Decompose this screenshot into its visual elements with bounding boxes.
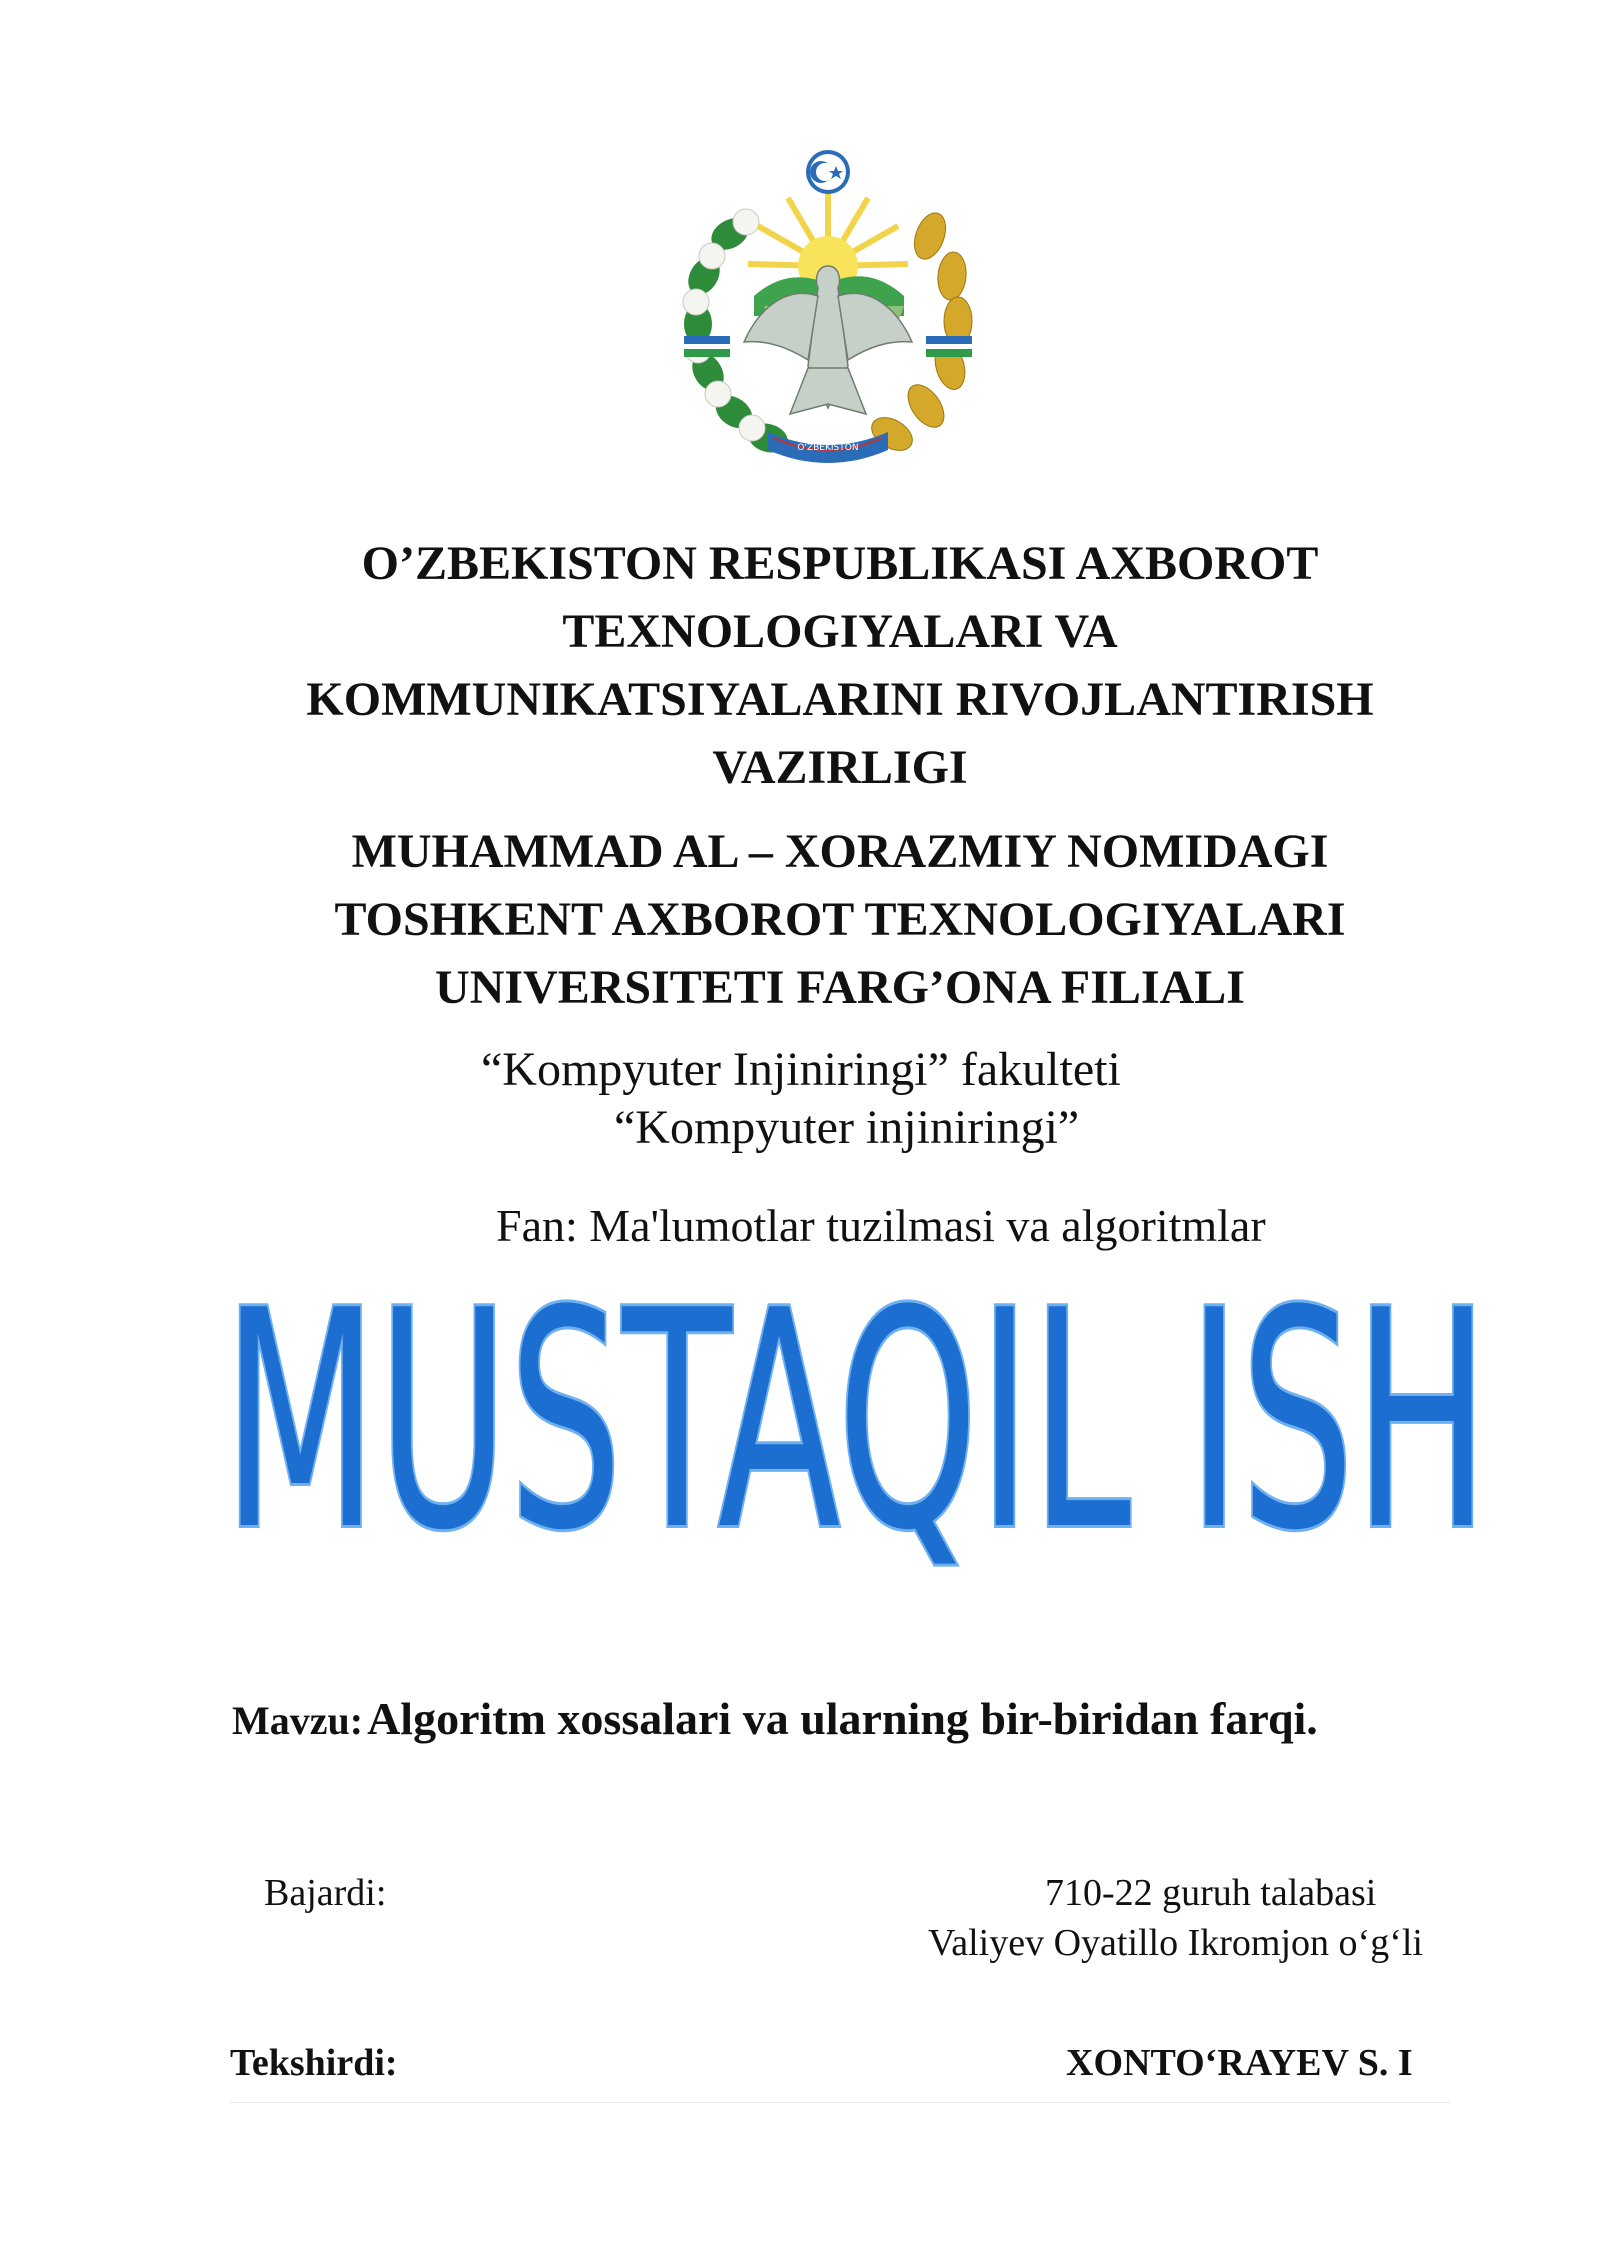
ministry-line: VAZIRLIGI	[712, 741, 968, 794]
topic-text: Algoritm xossalari va ularning bir-biridan farqi.	[367, 1693, 1318, 1744]
performed-by-label: Bajardi:	[264, 1872, 387, 1914]
department-name: “Kompyuter injiniringi”	[614, 1101, 1080, 1154]
university-line: UNIVERSITETI FARG’ONA FILIALI	[435, 961, 1245, 1014]
subject-line: Fan: Ma'lumotlar tuzilmasi va algoritmlar	[496, 1200, 1266, 1251]
ministry-heading	[200, 530, 1480, 802]
checker-name: XONTO‘RAYEV S. I	[1066, 2042, 1413, 2084]
university-line: MUHAMMAD AL – XORAZMIY NOMIDAGI	[351, 825, 1329, 878]
document-title	[216, 1250, 1496, 1590]
ministry-line: KOMMUNIKATSIYALARINI RIVOJLANTIRISH	[306, 673, 1374, 726]
student-group: 710-22 guruh talabasi	[1045, 1872, 1377, 1914]
student-name: Valiyev Oyatillo Ikromjon o‘g‘li	[928, 1922, 1423, 1964]
divider	[230, 2102, 1450, 2103]
state-emblem-logo	[668, 146, 988, 476]
topic-label: Mavzu:	[232, 1698, 364, 1743]
emblem-banner-text: O'ZBEKISTON	[797, 443, 859, 453]
ministry-line: TEXNOLOGIYALARI VA	[562, 605, 1118, 658]
document-title-text: MUSTAQIL ISH	[223, 1250, 1489, 1590]
faculty-name: “Kompyuter Injiniringi” fakulteti	[481, 1043, 1121, 1096]
university-heading	[200, 818, 1480, 1022]
topic-line	[232, 1692, 1318, 1745]
university-line: TOSHKENT AXBOROT TEXNOLOGIYALARI	[334, 893, 1346, 946]
ministry-line: O’ZBEKISTON RESPUBLIKASI AXBOROT	[361, 537, 1319, 590]
checked-by-label: Tekshirdi:	[230, 2042, 398, 2084]
